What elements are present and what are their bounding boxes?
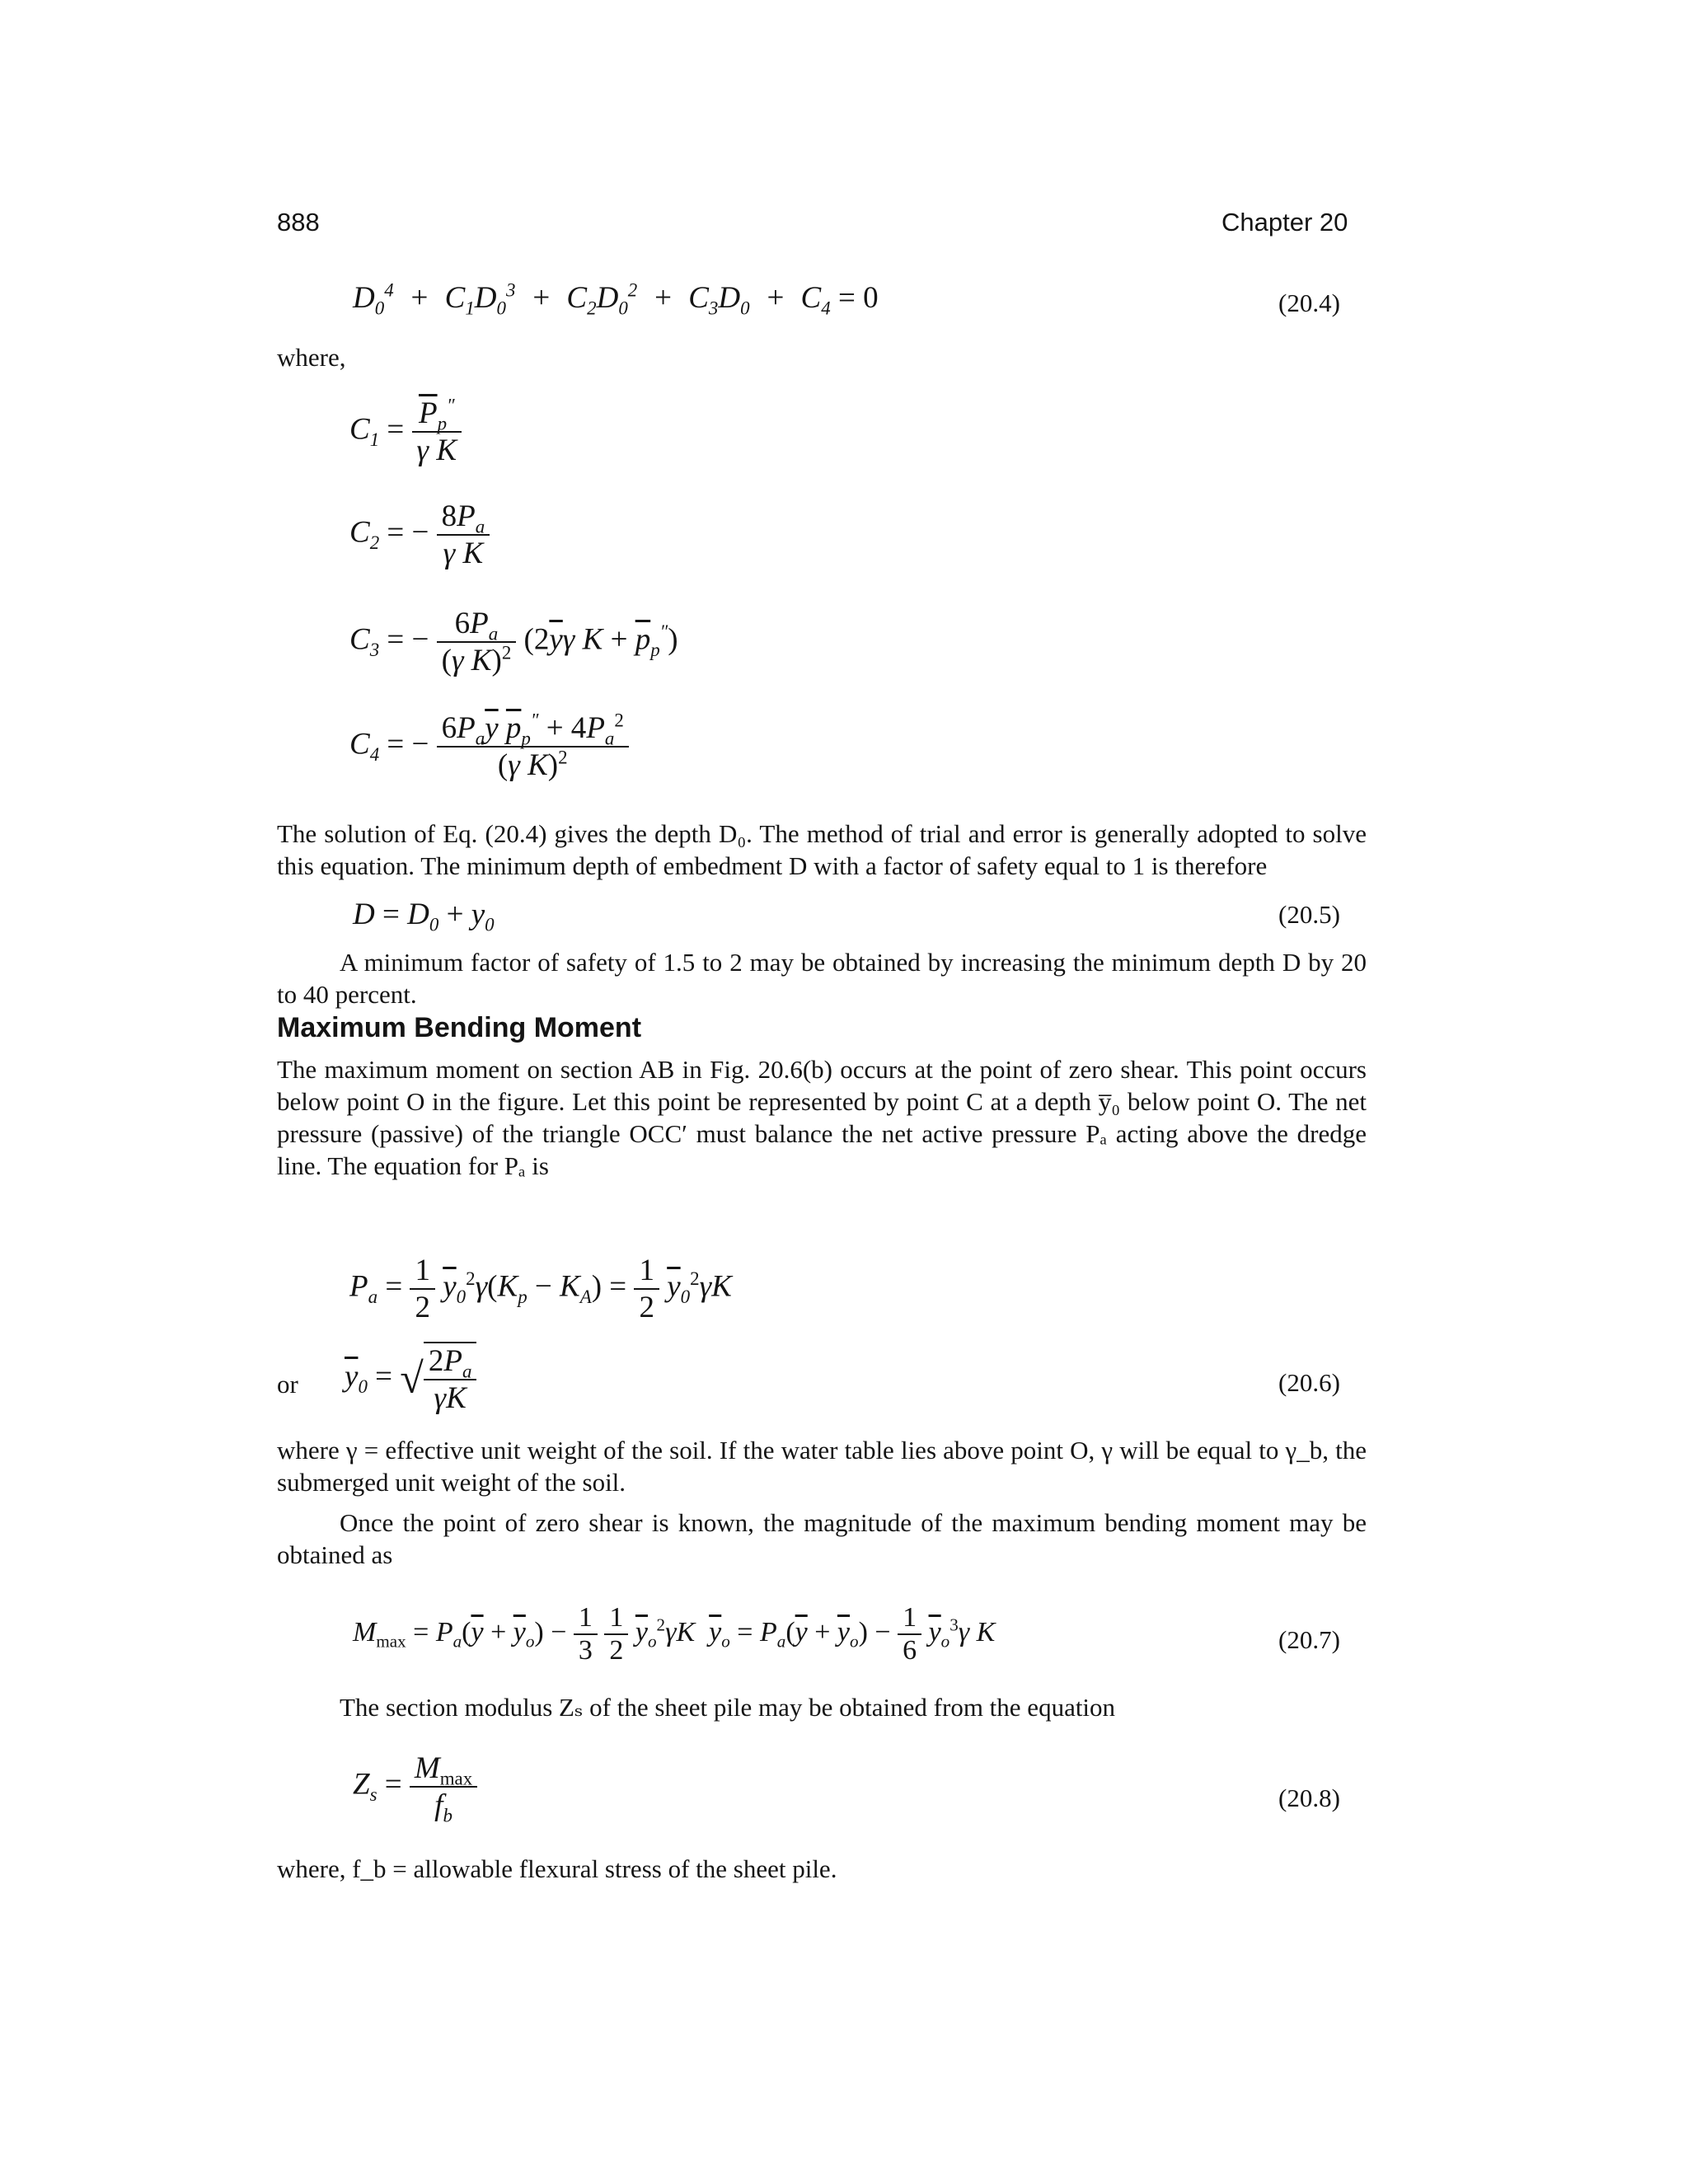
paragraph-unit-weight: where γ = effective unit weight of the soil. If the water table lies above point O, γ will be equal to γ_b, the submerged unit weight of the soil. bbox=[277, 1436, 1367, 1497]
equation-number-20-8: (20.8) bbox=[1278, 1783, 1340, 1812]
coefficient-c2: $C_2$ = − $\frac{8P_a}{\text{γ K}}$ bbox=[349, 499, 490, 571]
equation-20-7: $M_{max} = P_a(\overline{y} + \overline{y}_o)$ − $\frac{1}{3}$ $\frac{1}{2}$ $\overline{y}_o^2\gamma K$ $\overline{y}_o = P_a(\overline{y} + \overline{y}_o)$ − $\frac{1}{6}$ $\overline{y}_o^3\gamma$ K bbox=[353, 1602, 996, 1666]
or-label: or bbox=[277, 1370, 298, 1399]
equation-20-5: $D = D_0 + y_0$ bbox=[353, 898, 495, 935]
equation-20-6: $\overline{y}_0$ = √ $\frac{2P_a}{\gamma K}$ bbox=[345, 1342, 476, 1416]
equation-20-8: $Z_s$ = $\frac{M_{max}}{f_b}$ bbox=[353, 1750, 477, 1823]
paragraph-allowable-stress: where, f_b = allowable flexural stress of the sheet pile. bbox=[277, 1854, 837, 1883]
paragraph-solution: The solution of Eq. (20.4) gives the depth D₀. The method of trial and error is generally adopted to solve this equation. The minimum depth of embedment D with a factor of safety equal to 1 is therefore bbox=[277, 819, 1367, 880]
coefficient-c4: $C_4$ = − $\frac{6P_a\overline{y} \overline{p}_p'' + 4P_a^2}{(\gamma K)^2}$ bbox=[349, 710, 629, 783]
equation-number-20-6: (20.6) bbox=[1278, 1368, 1340, 1397]
coefficient-c1: $C_1$ = $\frac{\overline{P}_p''}{\text{γ K}}$ bbox=[349, 396, 462, 468]
equation-pa: $P_a$ = $\frac{1}{2}$ $\overline{y}_0^2\gamma(K_p - K_A)$ = $\frac{1}{2}$ $\overline{y}_0^2\gamma K$ bbox=[349, 1254, 732, 1324]
where-label: where, bbox=[277, 343, 346, 372]
equation-number-20-5: (20.5) bbox=[1278, 900, 1340, 929]
paragraph-maximum-moment: The maximum moment on section AB in Fig. 20.6(b) occurs at the point of zero shear. This point occurs below point O in the figure. Let this point be represented by point C at a depth y̅₀ below point O. The net pressure (passive) of the triangle OCC′ must balance the net active pressure Pₐ acting above the dredge line. The equation for Pₐ is bbox=[277, 1055, 1367, 1180]
equation-number-20-4: (20.4) bbox=[1278, 288, 1340, 317]
paragraph-bending-moment: Once the point of zero shear is known, the magnitude of the maximum bending moment may be obtained as bbox=[277, 1508, 1367, 1569]
paragraph-factor-of-safety: A minimum factor of safety of 1.5 to 2 may be obtained by increasing the minimum depth D by 20 to 40 percent. bbox=[277, 948, 1367, 1009]
chapter-title: Chapter 20 bbox=[1221, 208, 1348, 237]
equation-number-20-7: (20.7) bbox=[1278, 1625, 1340, 1654]
page-number: 888 bbox=[277, 208, 320, 237]
equation-20-4: $D_0^4 + C_1D_0^3 + C_2D_0^2 + C_3D_0 + C_4 = 0$ bbox=[353, 279, 879, 319]
paragraph-section-modulus: The section modulus Zₛ of the sheet pile may be obtained from the equation bbox=[340, 1693, 1116, 1722]
section-heading: Maximum Bending Moment bbox=[277, 1012, 642, 1043]
coefficient-c3: $C_3$ = − $\frac{6P_a}{(\gamma K)^2}$ ($2\overline{y}\gamma$ $K + \overline{p}_p''$) bbox=[349, 607, 678, 677]
